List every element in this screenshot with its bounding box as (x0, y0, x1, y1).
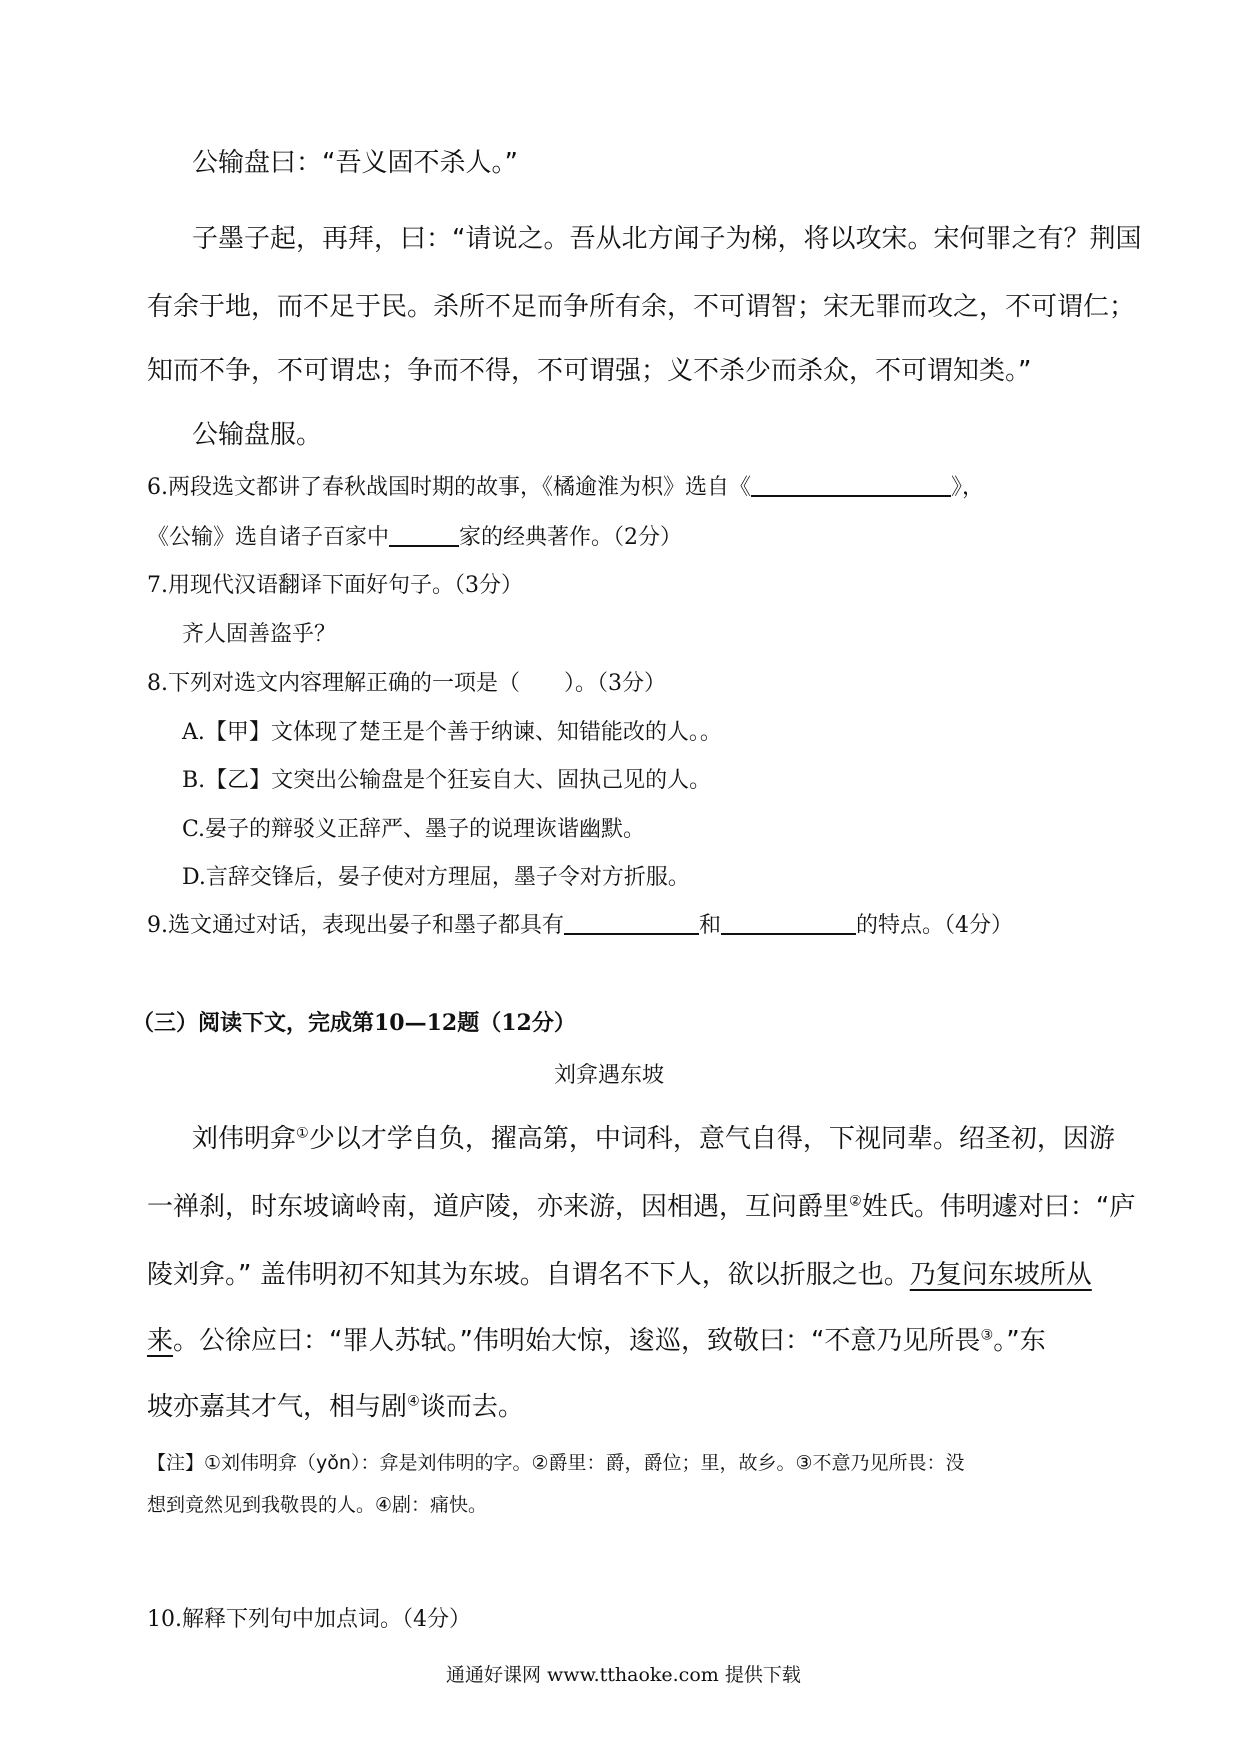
question-8-option-c: C.晏子的辩驳义正辞严、墨子的说理诙谐幽默。 (182, 817, 646, 842)
footnote-marker: ④ (407, 1393, 420, 1410)
page-footer: 通通好课网 www.tthaoke.com 提供下载 (446, 1664, 801, 1686)
question-8-prompt: 8.下列对选文内容理解正确的一项是（ ）。（3分） (147, 671, 666, 696)
passage-text: 。公徐应曰：“罪人苏轼。”伟明始大惊，逡巡，致敬曰：“不意乃见所畏 (173, 1326, 981, 1356)
question-7-sentence: 齐人固善盗乎？ (182, 622, 337, 647)
answer-blank[interactable] (389, 523, 459, 547)
passage-text: 坡亦嘉其才气，相与剧 (147, 1392, 408, 1422)
passage-c-line-3 (147, 1254, 1092, 1291)
passage-b-line-4: 知而不争，不可谓忠；争而不得，不可谓强；义不杀少而杀众，不可谓知类。” (147, 356, 1032, 386)
passage-c-line-1 (192, 1118, 1115, 1155)
passage-text: 刘伟明弇 (192, 1124, 297, 1154)
passage-b-line-2: 子墨子起，再拜，曰：“请说之。吾从北方闻子为梯，将以攻宋。宋何罪之有？荆国 (192, 224, 1142, 254)
question-8-option-a: A.【甲】文体现了楚王是个善于纳谏、知错能改的人。。 (182, 720, 722, 745)
question-6-line-2 (147, 520, 682, 551)
question-9-text-b: 和 (699, 913, 722, 938)
question-6-text-d: 家的经典著作。（2分） (459, 525, 683, 550)
passage-text: 少以才学自负，擢高第，中词科，意气自得，下视同辈。绍圣初，因游 (308, 1124, 1115, 1154)
passage-b-line-3: 有余于地，而不足于民。杀所不足而争所有余，不可谓智；宋无罪而攻之，不可谓仁； (147, 292, 1136, 322)
passage-b-line-5: 公输盘服。 (192, 420, 323, 450)
question-6-text-a: 6.两段选文都讲了春秋战国时期的故事，《橘逾淮为枳》选自《 (147, 475, 751, 500)
answer-blank[interactable] (751, 473, 951, 497)
passage-c-line-2 (147, 1186, 1135, 1223)
passage-c-line-5 (147, 1386, 524, 1423)
passage-text: 。”东 (993, 1326, 1046, 1356)
passage-title: 刘弇遇东坡 (554, 1063, 665, 1088)
footnote-marker: ① (296, 1125, 309, 1142)
question-6-line-1 (147, 470, 984, 501)
answer-blank[interactable] (564, 911, 699, 935)
passage-text: 谈而去。 (419, 1392, 524, 1422)
footnote-line-1: 【注】①刘伟明弇（yǒn）：弇是刘伟明的字。②爵里：爵，爵位；里，故乡。③不意乃见所畏：没 (147, 1452, 965, 1474)
question-8-option-b: B.【乙】文突出公输盘是个狂妄自大、固执己见的人。 (182, 768, 712, 793)
underlined-sentence: 来 (147, 1326, 174, 1356)
question-6-text-c: 《公输》选自诸子百家中 (147, 525, 390, 550)
passage-text: 陵刘弇。” 盖伟明初不知其为东坡。自谓名不下人，欲以折服之也。 (147, 1260, 910, 1290)
section-heading: （三）阅读下文，完成第10—12题（12分） (132, 1010, 576, 1036)
question-9-text-c: 的特点。（4分） (856, 913, 1014, 938)
question-8-option-d: D.言辞交锋后，晏子使对方理屈，墨子令对方折服。 (182, 865, 690, 890)
underlined-sentence: 乃复问东坡所从 (909, 1260, 1092, 1290)
question-9-text-a: 9.选文通过对话，表现出晏子和墨子都具有 (147, 913, 564, 938)
passage-b-line-1: 公输盘曰：“吾义固不杀人。” (192, 148, 518, 178)
question-7-prompt: 7.用现代汉语翻译下面好句子。（3分） (147, 573, 523, 598)
answer-blank[interactable] (721, 911, 856, 935)
footnote-marker: ② (849, 1193, 862, 1210)
footnote-marker: ③ (980, 1327, 994, 1344)
footnote-line-2: 想到竟然见到我敬畏的人。④剧：痛快。 (147, 1494, 488, 1516)
passage-c-line-4 (147, 1320, 1046, 1357)
question-6-text-b: 》， (951, 475, 985, 500)
question-9 (147, 908, 1013, 939)
passage-text: 姓氏。伟明遽对曰：“庐 (861, 1192, 1136, 1222)
question-10-prompt: 10.解释下列句中加点词。（4分） (147, 1607, 471, 1632)
passage-text: 一禅刹，时东坡谪岭南，道庐陵，亦来游，因相遇，互问爵里 (147, 1192, 850, 1222)
